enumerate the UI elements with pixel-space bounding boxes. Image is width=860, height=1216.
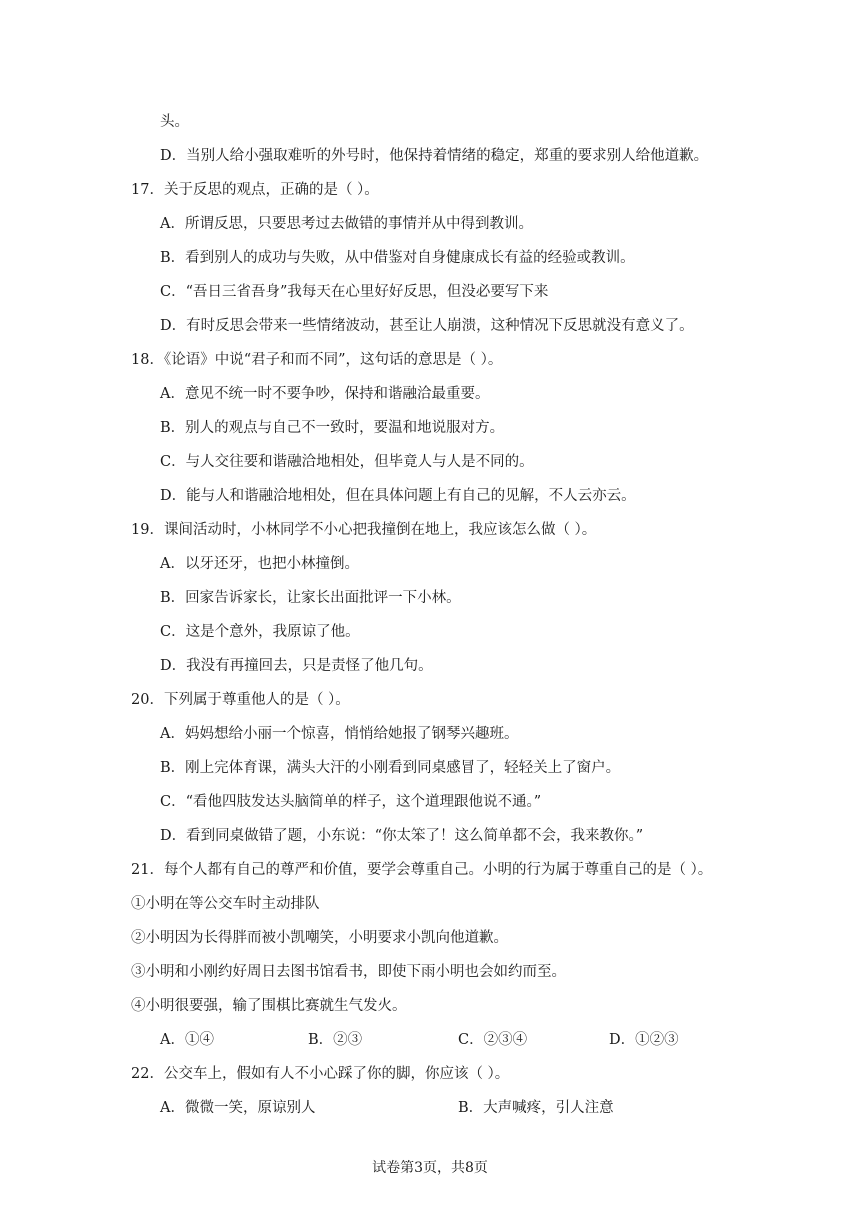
q18-stem: 18．《论语》中说“君子和而不同”，这句话的意思是（ ）。 bbox=[131, 352, 503, 368]
q17-option-a: A．所谓反思，只要思考过去做错的事情并从中得到教训。 bbox=[160, 216, 533, 232]
q17-option-c: C．“吾日三省吾身”我每天在心里好好反思，但没必要写下来 bbox=[160, 284, 549, 300]
q21-item-4: ④小明很要强，输了围棋比赛就生气发火。 bbox=[131, 998, 407, 1014]
q17-option-b: B．看到别人的成功与失败，从中借鉴对自身健康成长有益的经验或教训。 bbox=[160, 250, 635, 266]
q18-option-a: A．意见不统一时不要争吵，保持和谐融洽最重要。 bbox=[160, 386, 490, 402]
q18-option-c: C．与人交往要和谐融洽地相处，但毕竟人与人是不同的。 bbox=[160, 454, 534, 470]
q19-option-a: A．以牙还牙，也把小林撞倒。 bbox=[160, 556, 359, 572]
q21-option-d: D．①②③ bbox=[609, 1032, 679, 1048]
q21-option-b: B．②③ bbox=[308, 1032, 363, 1048]
continuation-text: 头。 bbox=[160, 114, 189, 130]
q20-option-a: A．妈妈想给小丽一个惊喜，悄悄给她报了钢琴兴趣班。 bbox=[160, 726, 519, 742]
q22-option-b: B．大声喊疼，引人注意 bbox=[458, 1100, 614, 1116]
q20-option-d: D．看到同桌做错了题，小东说：“你太笨了！这么简单都不会，我来教你。” bbox=[160, 828, 644, 844]
q20-option-b: B．刚上完体育课，满头大汗的小刚看到同桌感冒了，轻轻关上了窗户。 bbox=[160, 760, 621, 776]
q18-option-d: D．能与人和谐融洽地相处，但在具体问题上有自己的见解，不人云亦云。 bbox=[160, 488, 636, 504]
q19-option-c: C．这是个意外，我原谅了他。 bbox=[160, 624, 360, 640]
q17-option-d: D．有时反思会带来一些情绪波动，甚至让人崩溃，这种情况下反思就没有意义了。 bbox=[160, 318, 694, 334]
q22-option-a: A．微微一笑，原谅别人 bbox=[160, 1100, 316, 1116]
q21-item-2: ②小明因为长得胖而被小凯嘲笑，小明要求小凯向他道歉。 bbox=[131, 930, 508, 946]
q18-option-b: B．别人的观点与自己不一致时，要温和地说服对方。 bbox=[160, 420, 505, 436]
q21-stem: 21．每个人都有自己的尊严和价值，要学会尊重自己。小明的行为属于尊重自己的是（ ）。 bbox=[131, 862, 713, 878]
q22-stem: 22．公交车上，假如有人不小心踩了你的脚，你应该（ ）。 bbox=[131, 1066, 510, 1082]
q21-option-a: A．①④ bbox=[160, 1032, 214, 1048]
q21-option-c: C．②③④ bbox=[458, 1032, 528, 1048]
q21-item-3: ③小明和小刚约好周日去图书馆看书，即使下雨小明也会如约而至。 bbox=[131, 964, 566, 980]
q19-stem: 19．课间活动时，小林同学不小心把我撞倒在地上，我应该怎么做（ ）。 bbox=[131, 522, 597, 538]
q20-option-c: C．“看他四肢发达头脑简单的样子，这个道理跟他说不通。” bbox=[160, 794, 542, 810]
q19-option-d: D．我没有再撞回去，只是责怪了他几句。 bbox=[160, 658, 433, 674]
q16-option-d: D．当别人给小强取难听的外号时，他保持着情绪的稳定，郑重的要求别人给他道歉。 bbox=[160, 148, 709, 164]
q20-stem: 20．下列属于尊重他人的是（ ）。 bbox=[131, 692, 350, 708]
q21-item-1: ①小明在等公交车时主动排队 bbox=[131, 896, 320, 912]
q19-option-b: B．回家告诉家长，让家长出面批评一下小林。 bbox=[160, 590, 461, 606]
page-footer: 试卷第3页，共8页 bbox=[372, 1160, 488, 1176]
q17-stem: 17．关于反思的观点，正确的是（ ）。 bbox=[131, 182, 379, 198]
